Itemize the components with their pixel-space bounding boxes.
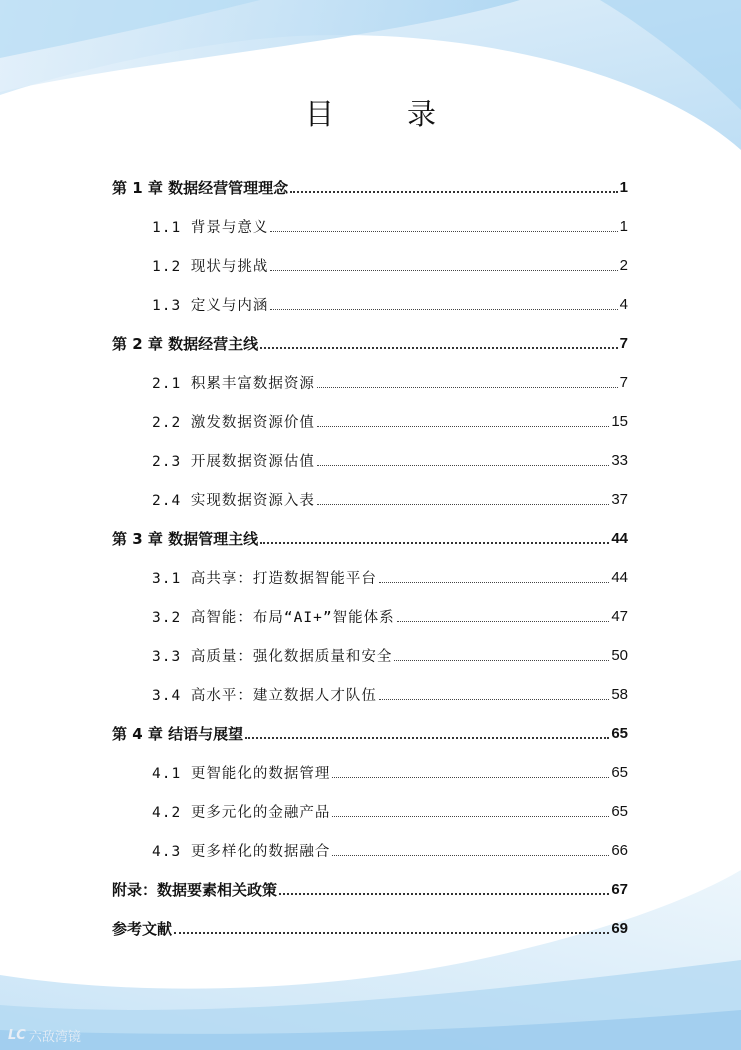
watermark-logo: LC [8,1028,26,1043]
toc-entry-20[interactable] [112,909,628,947]
toc-entry-page: 65 [611,802,628,820]
toc-entry-15[interactable] [112,714,628,752]
toc-entry-label: 参考文献 [112,919,173,938]
toc-entry-page: 66 [611,841,628,859]
toc-leader-dots [379,698,609,700]
toc-entry-14[interactable] [112,675,628,713]
toc-entry-page: 65 [611,724,628,742]
toc-leader-dots [317,386,618,388]
toc-entry-label: 第 1 章 数据经营管理理念 [112,178,289,197]
toc-entry-page: 50 [611,646,628,664]
toc-leader-dots [245,736,609,739]
toc-leader-dots [394,659,609,661]
toc-leader-dots [270,230,617,232]
toc-entry-2[interactable] [112,207,628,245]
toc-entry-page: 47 [611,607,628,625]
toc-entry-16[interactable] [112,753,628,791]
toc-leader-dots [174,931,609,934]
toc-entry-4[interactable] [112,285,628,323]
toc-entry-13[interactable] [112,636,628,674]
toc-entry-label: 1.2 现状与挑战 [152,258,269,275]
toc-entry-label: 1.1 背景与意义 [152,219,269,236]
toc-entry-page: 58 [611,685,628,703]
toc-entry-1[interactable] [112,168,628,206]
toc-entry-label: 附录：数据要素相关政策 [112,880,278,899]
toc-entry-12[interactable] [112,597,628,635]
toc-entry-label: 3.1 高共享：打造数据智能平台 [152,570,377,587]
toc-leader-dots [332,854,609,856]
toc-entry-19[interactable] [112,870,628,908]
toc-entry-label: 3.3 高质量：强化数据质量和安全 [152,648,393,665]
toc-entry-page: 65 [611,763,628,781]
watermark-text: 六敌湾镜 [28,1030,81,1045]
toc-entry-label: 2.1 积累丰富数据资源 [152,375,315,392]
toc-leader-dots [260,346,618,349]
toc-entry-page: 7 [619,334,628,352]
toc-leader-dots [317,464,609,466]
toc-entry-label: 2.3 开展数据资源估值 [152,453,315,470]
toc-leader-dots [270,308,617,310]
toc-entry-label: 3.2 高智能：布局“AI+”智能体系 [152,609,395,626]
toc-entry-page: 44 [611,568,628,586]
toc-entry-17[interactable] [112,792,628,830]
page-title: 目 录 [304,97,458,131]
toc-leader-dots [317,425,609,427]
toc-entry-page: 1 [619,217,628,235]
toc-entry-10[interactable] [112,519,628,557]
toc-leader-dots [332,776,609,778]
toc-entry-6[interactable] [112,363,628,401]
toc-entry-18[interactable] [112,831,628,869]
toc-entry-label: 第 3 章 数据管理主线 [112,529,259,548]
toc-entry-page: 15 [611,412,628,430]
toc-entry-page: 4 [619,295,628,313]
toc-leader-dots [279,892,609,895]
toc-leader-dots [397,620,610,622]
toc-entry-label: 4.1 更智能化的数据管理 [152,765,331,782]
toc-entry-label: 第 2 章 数据经营主线 [112,334,259,353]
toc-entry-page: 44 [611,529,628,547]
toc-entry-page: 69 [611,919,628,937]
toc-entry-9[interactable] [112,480,628,518]
toc-entry-label: 4.3 更多样化的数据融合 [152,843,331,860]
toc-entry-page: 37 [611,490,628,508]
toc-entry-page: 2 [619,256,628,274]
toc-entry-label: 2.4 实现数据资源入表 [152,492,315,509]
watermark [8,1026,81,1045]
toc-leader-dots [260,541,609,544]
toc-entry-page: 7 [619,373,628,391]
toc-entry-label: 2.2 激发数据资源价值 [152,414,315,431]
toc-entry-8[interactable] [112,441,628,479]
toc-entry-page: 67 [611,880,628,898]
toc-leader-dots [270,269,617,271]
toc-entry-label: 4.2 更多元化的金融产品 [152,804,331,821]
toc-entry-page: 1 [619,178,628,196]
toc-entry-5[interactable] [112,324,628,362]
toc-leader-dots [317,503,609,505]
toc-entry-11[interactable] [112,558,628,596]
toc-leader-dots [290,190,618,193]
toc-entry-label: 第 4 章 结语与展望 [112,724,244,743]
toc-entry-3[interactable] [112,246,628,284]
toc-leader-dots [379,581,609,583]
toc-entry-page: 33 [611,451,628,469]
toc-entry-label: 3.4 高水平：建立数据人才队伍 [152,687,377,704]
toc-entry-label: 1.3 定义与内涵 [152,297,269,314]
toc-entry-7[interactable] [112,402,628,440]
toc-leader-dots [332,815,609,817]
